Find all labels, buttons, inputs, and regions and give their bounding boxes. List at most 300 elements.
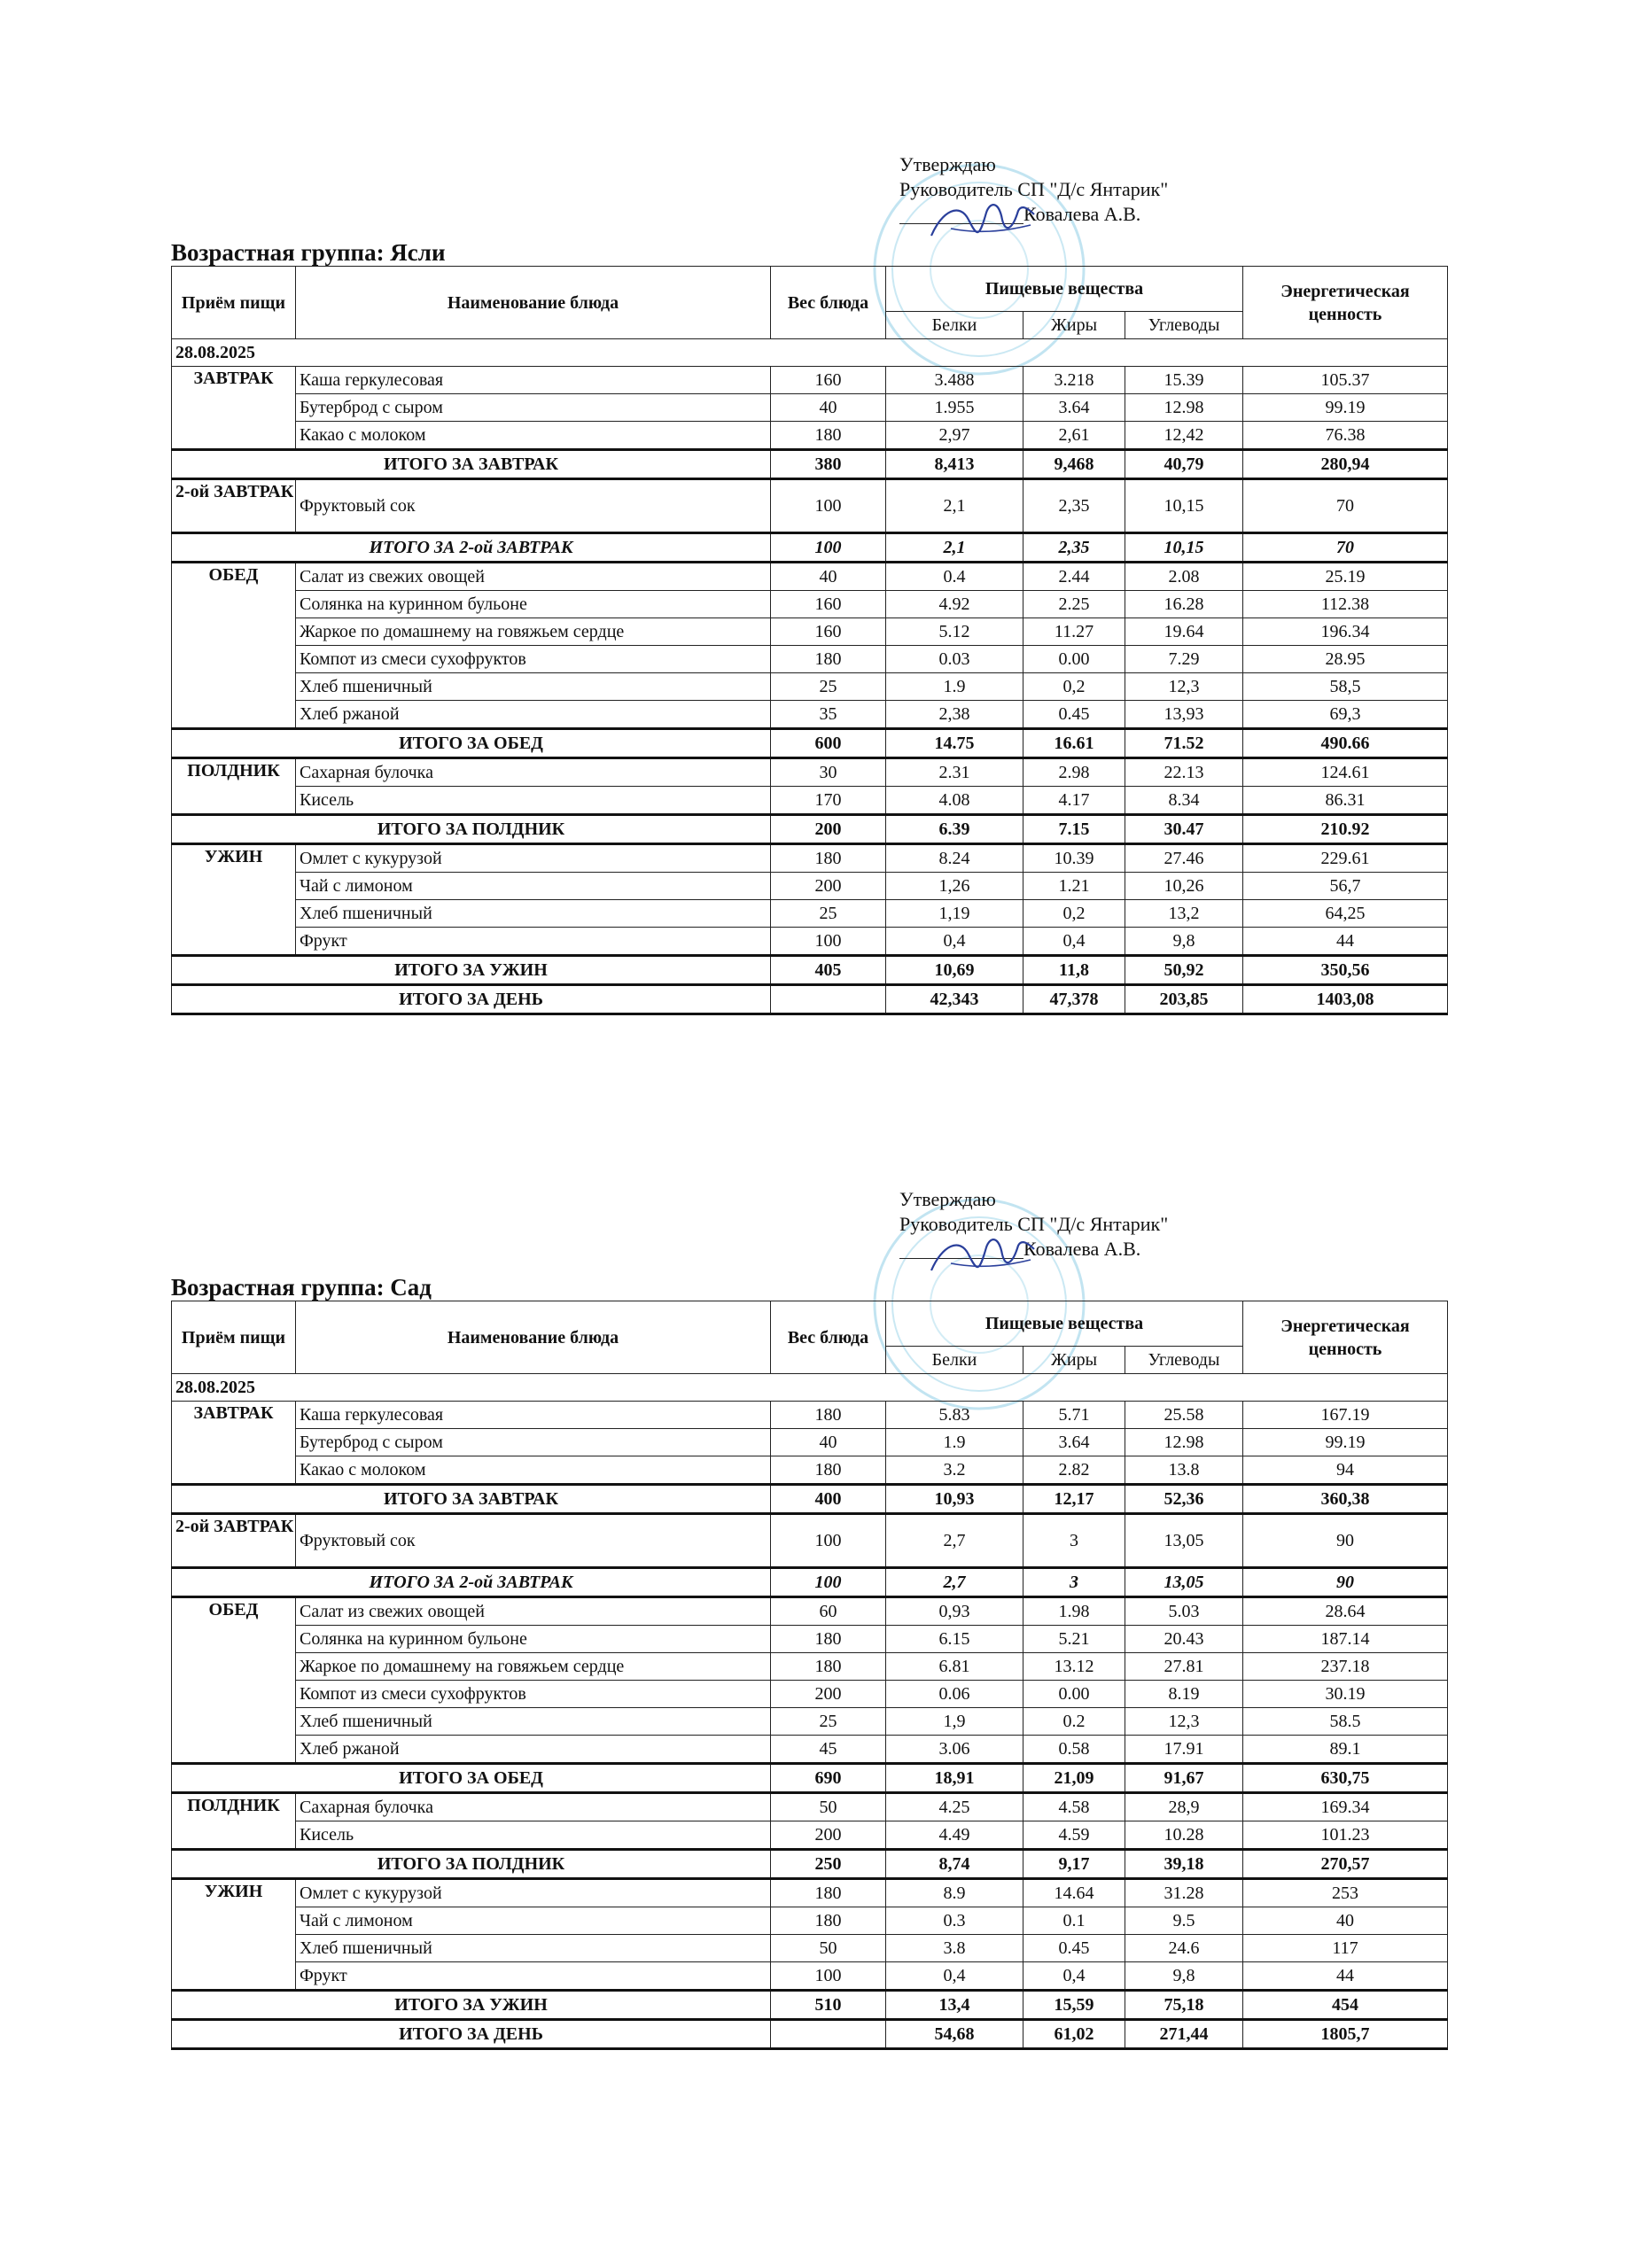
fat: 47,378 [1023, 985, 1125, 1014]
energy: 28.95 [1243, 646, 1448, 673]
table-row [172, 618, 1448, 646]
fat: 2.44 [1023, 563, 1125, 591]
subtotal-row [172, 1850, 1448, 1879]
subtotal-row [172, 1485, 1448, 1514]
weight [771, 2020, 886, 2049]
carbs: 17.91 [1125, 1736, 1243, 1764]
energy: 187.14 [1243, 1626, 1448, 1653]
fat: 2.98 [1023, 758, 1125, 787]
carbs: 12,3 [1125, 1708, 1243, 1736]
carbs: 13,93 [1125, 701, 1243, 729]
carbs: 12.98 [1125, 1429, 1243, 1456]
energy: 86.31 [1243, 787, 1448, 815]
approval-signatory-name: Ковалева А.В. [1023, 1238, 1141, 1260]
dish-name: Фруктовый сок [296, 479, 771, 533]
table-row [172, 591, 1448, 618]
dish-name: Хлеб пшеничный [296, 1708, 771, 1736]
weight: 180 [771, 844, 886, 873]
table-row [172, 1429, 1448, 1456]
fat: 5.21 [1023, 1626, 1125, 1653]
fat: 1.98 [1023, 1597, 1125, 1626]
header-protein: Белки [886, 312, 1023, 339]
weight: 200 [771, 1821, 886, 1850]
fat: 21,09 [1023, 1764, 1125, 1793]
dish-name: Хлеб пшеничный [296, 1935, 771, 1962]
energy: 112.38 [1243, 591, 1448, 618]
energy: 58,5 [1243, 673, 1448, 701]
dish-name: Чай с лимоном [296, 1907, 771, 1935]
dish-name: Жаркое по домашнему на говяжьем сердце [296, 618, 771, 646]
weight: 160 [771, 591, 886, 618]
fat: 5.71 [1023, 1402, 1125, 1429]
weight: 250 [771, 1850, 886, 1879]
fat: 0,2 [1023, 900, 1125, 928]
meal-name: ОБЕД [172, 563, 296, 729]
protein: 0.4 [886, 563, 1023, 591]
dish-name: Солянка на куринном бульоне [296, 591, 771, 618]
protein: 6.81 [886, 1653, 1023, 1681]
protein: 2,38 [886, 701, 1023, 729]
carbs: 9,8 [1125, 928, 1243, 956]
fat: 11.27 [1023, 618, 1125, 646]
fat: 3 [1023, 1514, 1125, 1568]
fat: 16.61 [1023, 729, 1125, 758]
weight: 200 [771, 1681, 886, 1708]
dish-name: Компот из смеси сухофруктов [296, 1681, 771, 1708]
energy: 490.66 [1243, 729, 1448, 758]
fat: 3.64 [1023, 1429, 1125, 1456]
dish-name: Компот из смеси сухофруктов [296, 646, 771, 673]
fat: 3 [1023, 1568, 1125, 1597]
protein: 6.39 [886, 815, 1023, 844]
protein: 1.9 [886, 1429, 1023, 1456]
energy: 64,25 [1243, 900, 1448, 928]
table-row [172, 422, 1448, 450]
fat: 0.00 [1023, 1681, 1125, 1708]
carbs: 52,36 [1125, 1485, 1243, 1514]
protein: 10,93 [886, 1485, 1023, 1514]
header-nutrients: Пищевые вещества [886, 1301, 1243, 1347]
table-row [172, 1653, 1448, 1681]
protein: 0,4 [886, 928, 1023, 956]
energy: 350,56 [1243, 956, 1448, 985]
carbs: 25.58 [1125, 1402, 1243, 1429]
protein: 13,4 [886, 1991, 1023, 2020]
fat: 2,61 [1023, 422, 1125, 450]
dish-name: Кисель [296, 787, 771, 815]
subtotal-label: ИТОГО ЗА ОБЕД [172, 1764, 771, 1793]
weight: 40 [771, 563, 886, 591]
protein: 14.75 [886, 729, 1023, 758]
dish-name: Хлеб пшеничный [296, 900, 771, 928]
table-row [172, 1708, 1448, 1736]
weight: 180 [771, 1879, 886, 1907]
energy: 30.19 [1243, 1681, 1448, 1708]
subtotal-row [172, 815, 1448, 844]
protein: 4.92 [886, 591, 1023, 618]
energy: 210.92 [1243, 815, 1448, 844]
weight: 380 [771, 450, 886, 479]
table-row [172, 394, 1448, 422]
day-total-label: ИТОГО ЗА ДЕНЬ [172, 985, 771, 1014]
fat: 4.58 [1023, 1793, 1125, 1821]
table-row [172, 479, 1448, 533]
subtotal-label: ИТОГО ЗА ПОЛДНИК [172, 1850, 771, 1879]
table-row [172, 646, 1448, 673]
energy: 454 [1243, 1991, 1448, 2020]
carbs: 16.28 [1125, 591, 1243, 618]
protein: 1,19 [886, 900, 1023, 928]
table-row [172, 367, 1448, 394]
carbs: 12,42 [1125, 422, 1243, 450]
fat: 2,35 [1023, 479, 1125, 533]
energy: 117 [1243, 1935, 1448, 1962]
carbs: 50,92 [1125, 956, 1243, 985]
dish-name: Фрукт [296, 928, 771, 956]
fat: 3.64 [1023, 394, 1125, 422]
weight: 100 [771, 1962, 886, 1991]
header-meal: Приём пищи [172, 1301, 296, 1374]
dish-name: Солянка на куринном бульоне [296, 1626, 771, 1653]
table-row [172, 1681, 1448, 1708]
table-row [172, 758, 1448, 787]
header-dish: Наименование блюда [296, 267, 771, 339]
subtotal-row [172, 1991, 1448, 2020]
carbs: 27.81 [1125, 1653, 1243, 1681]
protein: 4.49 [886, 1821, 1023, 1850]
weight: 180 [771, 646, 886, 673]
protein: 0.3 [886, 1907, 1023, 1935]
table-row [172, 1935, 1448, 1962]
fat: 3.218 [1023, 367, 1125, 394]
energy: 237.18 [1243, 1653, 1448, 1681]
day-total-row [172, 985, 1448, 1014]
weight: 160 [771, 367, 886, 394]
fat: 10.39 [1023, 844, 1125, 873]
dish-name: Омлет с кукурузой [296, 844, 771, 873]
subtotal-row [172, 450, 1448, 479]
approval-position: Руководитель СП "Д/с Янтарик" [899, 1213, 1169, 1235]
energy: 253 [1243, 1879, 1448, 1907]
carbs: 203,85 [1125, 985, 1243, 1014]
weight: 200 [771, 815, 886, 844]
subtotal-row [172, 1764, 1448, 1793]
energy: 25.19 [1243, 563, 1448, 591]
carbs: 91,67 [1125, 1764, 1243, 1793]
dish-name: Хлеб пшеничный [296, 673, 771, 701]
fat: 61,02 [1023, 2020, 1125, 2049]
carbs: 12.98 [1125, 394, 1243, 422]
weight: 25 [771, 673, 886, 701]
table-row [172, 1879, 1448, 1907]
weight: 100 [771, 479, 886, 533]
table-row [172, 1962, 1448, 1991]
protein: 54,68 [886, 2020, 1023, 2049]
protein: 8.9 [886, 1879, 1023, 1907]
weight: 200 [771, 873, 886, 900]
subtotal-label: ИТОГО ЗА УЖИН [172, 956, 771, 985]
table-row [172, 1456, 1448, 1485]
fat: 0.1 [1023, 1907, 1125, 1935]
protein: 1.955 [886, 394, 1023, 422]
table-row [172, 1736, 1448, 1764]
header-dish: Наименование блюда [296, 1301, 771, 1374]
carbs: 12,3 [1125, 673, 1243, 701]
protein: 2,1 [886, 479, 1023, 533]
approval-position: Руководитель СП "Д/с Янтарик" [899, 178, 1169, 200]
weight: 400 [771, 1485, 886, 1514]
dish-name: Жаркое по домашнему на говяжьем сердце [296, 1653, 771, 1681]
energy: 99.19 [1243, 1429, 1448, 1456]
day-total-row [172, 2020, 1448, 2049]
energy: 1403,08 [1243, 985, 1448, 1014]
carbs: 71.52 [1125, 729, 1243, 758]
carbs: 30.47 [1125, 815, 1243, 844]
carbs: 13,2 [1125, 900, 1243, 928]
protein: 2,7 [886, 1568, 1023, 1597]
protein: 18,91 [886, 1764, 1023, 1793]
weight: 405 [771, 956, 886, 985]
table-row [172, 1907, 1448, 1935]
protein: 3.2 [886, 1456, 1023, 1485]
energy: 28.64 [1243, 1597, 1448, 1626]
energy: 56,7 [1243, 873, 1448, 900]
fat: 0,4 [1023, 928, 1125, 956]
fat: 0.45 [1023, 1935, 1125, 1962]
weight: 100 [771, 1514, 886, 1568]
dish-name: Хлеб ржаной [296, 1736, 771, 1764]
weight: 600 [771, 729, 886, 758]
fat: 11,8 [1023, 956, 1125, 985]
table-row [172, 701, 1448, 729]
subtotal-row [172, 956, 1448, 985]
subtotal-label: ИТОГО ЗА ОБЕД [172, 729, 771, 758]
energy: 94 [1243, 1456, 1448, 1485]
header-weight: Вес блюда [771, 267, 886, 339]
fat: 1.21 [1023, 873, 1125, 900]
handwritten-signature-icon [924, 193, 1039, 246]
fat: 2,35 [1023, 533, 1125, 563]
fat: 0,4 [1023, 1962, 1125, 1991]
header-protein: Белки [886, 1347, 1023, 1374]
carbs: 10,15 [1125, 479, 1243, 533]
dish-name: Сахарная булочка [296, 1793, 771, 1821]
energy: 40 [1243, 1907, 1448, 1935]
day-total-label: ИТОГО ЗА ДЕНЬ [172, 2020, 771, 2049]
dish-name: Омлет с кукурузой [296, 1879, 771, 1907]
dish-name: Хлеб ржаной [296, 701, 771, 729]
protein: 8.24 [886, 844, 1023, 873]
protein: 42,343 [886, 985, 1023, 1014]
table-row [172, 563, 1448, 591]
header-weight: Вес блюда [771, 1301, 886, 1374]
weight: 40 [771, 1429, 886, 1456]
fat: 9,468 [1023, 450, 1125, 479]
dish-name: Фрукт [296, 1962, 771, 1991]
dish-name: Каша геркулесовая [296, 1402, 771, 1429]
carbs: 9,8 [1125, 1962, 1243, 1991]
meal-name: ПОЛДНИК [172, 758, 296, 815]
energy: 196.34 [1243, 618, 1448, 646]
energy: 70 [1243, 479, 1448, 533]
subtotal-label: ИТОГО ЗА УЖИН [172, 1991, 771, 2020]
meal-name: 2-ой ЗАВТРАК [172, 1514, 296, 1568]
menu-date: 28.08.2025 [172, 339, 1448, 367]
header-meal: Приём пищи [172, 267, 296, 339]
protein: 5.12 [886, 618, 1023, 646]
meal-name: ПОЛДНИК [172, 1793, 296, 1850]
handwritten-signature-icon [924, 1228, 1039, 1281]
energy: 76.38 [1243, 422, 1448, 450]
weight: 690 [771, 1764, 886, 1793]
fat: 4.17 [1023, 787, 1125, 815]
protein: 1.9 [886, 673, 1023, 701]
meal-name: 2-ой ЗАВТРАК [172, 479, 296, 533]
dish-name: Какао с молоком [296, 1456, 771, 1485]
protein: 5.83 [886, 1402, 1023, 1429]
table-row [172, 787, 1448, 815]
carbs: 22.13 [1125, 758, 1243, 787]
subtotal-row [172, 1568, 1448, 1597]
carbs: 7.29 [1125, 646, 1243, 673]
subtotal-label: ИТОГО ЗА ЗАВТРАК [172, 450, 771, 479]
approval-title: Утверждаю [899, 153, 996, 175]
weight: 100 [771, 533, 886, 563]
protein: 8,413 [886, 450, 1023, 479]
dish-name: Салат из свежих овощей [296, 563, 771, 591]
weight: 180 [771, 1402, 886, 1429]
dish-name: Бутерброд с сыром [296, 394, 771, 422]
fat: 0.58 [1023, 1736, 1125, 1764]
subtotal-row [172, 729, 1448, 758]
dish-name: Бутерброд с сыром [296, 1429, 771, 1456]
meal-name: ОБЕД [172, 1597, 296, 1764]
protein: 0,4 [886, 1962, 1023, 1991]
weight: 100 [771, 1568, 886, 1597]
fat: 14.64 [1023, 1879, 1125, 1907]
weight: 50 [771, 1935, 886, 1962]
header-carbs: Углеводы [1125, 312, 1243, 339]
protein: 3.06 [886, 1736, 1023, 1764]
weight: 180 [771, 1653, 886, 1681]
header-carbs: Углеводы [1125, 1347, 1243, 1374]
subtotal-label: ИТОГО ЗА ЗАВТРАК [172, 1485, 771, 1514]
dish-name: Сахарная булочка [296, 758, 771, 787]
table-row [172, 1597, 1448, 1626]
carbs: 31.28 [1125, 1879, 1243, 1907]
protein: 8,74 [886, 1850, 1023, 1879]
protein: 0.06 [886, 1681, 1023, 1708]
carbs: 15.39 [1125, 367, 1243, 394]
meal-name: ЗАВТРАК [172, 367, 296, 450]
energy: 169.34 [1243, 1793, 1448, 1821]
weight: 25 [771, 900, 886, 928]
weight: 180 [771, 422, 886, 450]
dish-name: Каша геркулесовая [296, 367, 771, 394]
table-row [172, 844, 1448, 873]
energy: 90 [1243, 1514, 1448, 1568]
weight: 510 [771, 1991, 886, 2020]
dish-name: Фруктовый сок [296, 1514, 771, 1568]
carbs: 2.08 [1125, 563, 1243, 591]
subtotal-label: ИТОГО ЗА ПОЛДНИК [172, 815, 771, 844]
fat: 2.25 [1023, 591, 1125, 618]
energy: 70 [1243, 533, 1448, 563]
energy: 167.19 [1243, 1402, 1448, 1429]
energy: 44 [1243, 928, 1448, 956]
carbs: 40,79 [1125, 450, 1243, 479]
carbs: 28,9 [1125, 1793, 1243, 1821]
protein: 1,26 [886, 873, 1023, 900]
protein: 10,69 [886, 956, 1023, 985]
weight: 100 [771, 928, 886, 956]
approval-title: Утверждаю [899, 1188, 996, 1210]
header-energy: Энергетическая ценность [1243, 267, 1448, 339]
carbs: 13,05 [1125, 1568, 1243, 1597]
carbs: 27.46 [1125, 844, 1243, 873]
weight: 180 [771, 1907, 886, 1935]
carbs: 10,26 [1125, 873, 1243, 900]
carbs: 13,05 [1125, 1514, 1243, 1568]
approval-signatory-name: Ковалева А.В. [1023, 203, 1141, 225]
dish-name: Какао с молоком [296, 422, 771, 450]
subtotal-label: ИТОГО ЗА 2-ой ЗАВТРАК [172, 533, 771, 563]
carbs: 10,15 [1125, 533, 1243, 563]
table-row [172, 873, 1448, 900]
protein: 4.25 [886, 1793, 1023, 1821]
energy: 44 [1243, 1962, 1448, 1991]
age-group-title: Возрастная группа: Ясли [171, 239, 446, 266]
header-energy: Энергетическая ценность [1243, 1301, 1448, 1374]
protein: 1,9 [886, 1708, 1023, 1736]
carbs: 8.19 [1125, 1681, 1243, 1708]
protein: 0.03 [886, 646, 1023, 673]
energy: 105.37 [1243, 367, 1448, 394]
menu-table [171, 266, 1448, 1015]
table-row [172, 928, 1448, 956]
menu-date: 28.08.2025 [172, 1374, 1448, 1402]
weight: 35 [771, 701, 886, 729]
carbs: 13.8 [1125, 1456, 1243, 1485]
header-fat: Жиры [1023, 1347, 1125, 1374]
energy: 101.23 [1243, 1821, 1448, 1850]
fat: 0,2 [1023, 673, 1125, 701]
meal-name: ЗАВТРАК [172, 1402, 296, 1485]
meal-name: УЖИН [172, 1879, 296, 1991]
table-row [172, 1514, 1448, 1568]
table-row [172, 1626, 1448, 1653]
table-row [172, 900, 1448, 928]
protein: 2,97 [886, 422, 1023, 450]
weight: 50 [771, 1793, 886, 1821]
carbs: 271,44 [1125, 2020, 1243, 2049]
energy: 630,75 [1243, 1764, 1448, 1793]
dish-name: Кисель [296, 1821, 771, 1850]
subtotal-row [172, 533, 1448, 563]
protein: 3.8 [886, 1935, 1023, 1962]
carbs: 10.28 [1125, 1821, 1243, 1850]
fat: 9,17 [1023, 1850, 1125, 1879]
weight: 170 [771, 787, 886, 815]
fat: 13.12 [1023, 1653, 1125, 1681]
energy: 58.5 [1243, 1708, 1448, 1736]
carbs: 39,18 [1125, 1850, 1243, 1879]
fat: 12,17 [1023, 1485, 1125, 1514]
fat: 4.59 [1023, 1821, 1125, 1850]
energy: 90 [1243, 1568, 1448, 1597]
table-row [172, 1821, 1448, 1850]
table-row [172, 673, 1448, 701]
